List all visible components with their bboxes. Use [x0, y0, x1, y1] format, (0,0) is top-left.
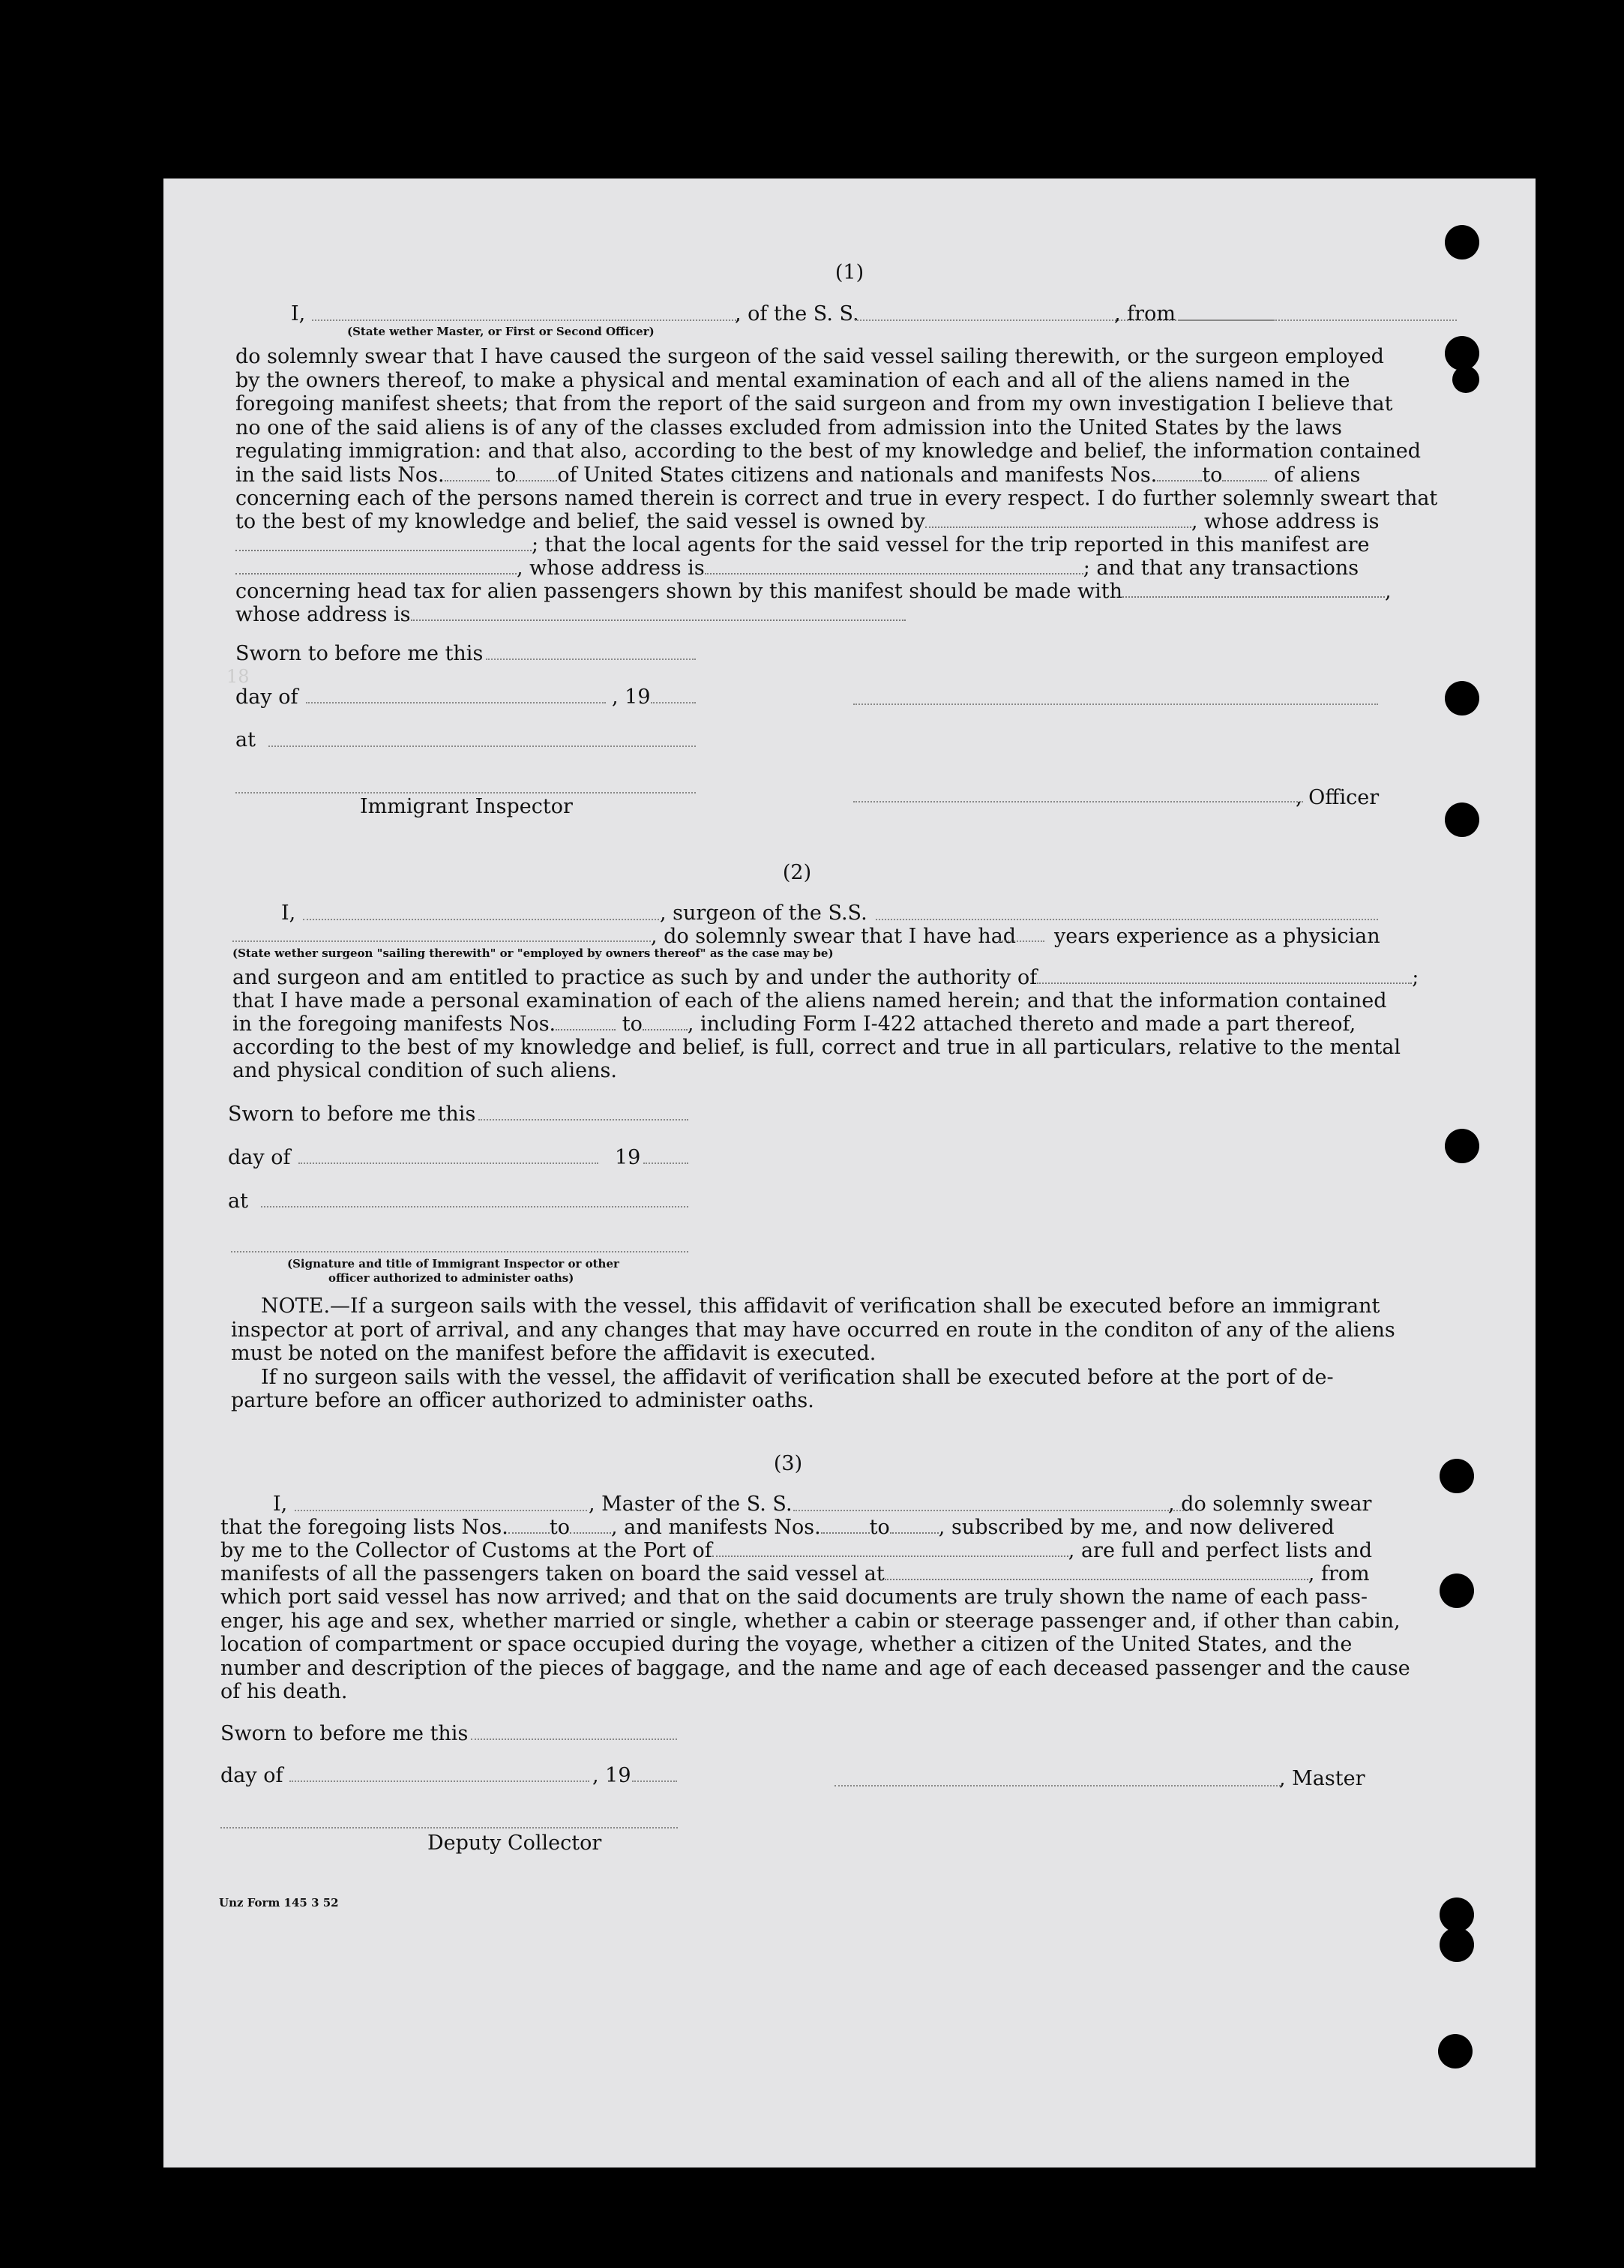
s3-month-field[interactable] — [289, 1780, 589, 1782]
punch-hole — [1440, 1928, 1474, 1962]
punch-hole — [1438, 2034, 1473, 2068]
section-1-number: (1) — [834, 261, 864, 284]
s2-swear-label: , do solemnly swear that I have had — [651, 925, 1017, 948]
s1-month-field[interactable] — [306, 702, 606, 704]
punch-hole — [1440, 1459, 1474, 1493]
s1-owned-line: to the best of my knowledge and belief, the said vessel is owned by , whose address is — [235, 510, 1380, 533]
s2-signature-note-1: (Signature and title of Immigrant Inspector or other — [287, 1257, 619, 1270]
s3-sworn-day-field[interactable] — [471, 1738, 677, 1740]
s3-oath-paragraph: which port said vessel has now arrived; and that on the said documents are truly shown the name of each pass- enger, his age and sex, whether married or single, whether a cabin or steerage passenger and, if other than cabin, location of compartment or space occupied during the voyage, whether a citizen of the United States, and the number and description of the pieces of baggage, and the name and age of each deceased passenger and the cause of his death. — [220, 1586, 1410, 1703]
punch-hole — [1445, 1129, 1479, 1163]
s3-master-signature-field[interactable] — [834, 1785, 1281, 1786]
s1-from-label: , from — [1114, 302, 1176, 326]
s2-sworn-day-field[interactable] — [478, 1119, 688, 1120]
s3-master-label: , Master — [1279, 1767, 1365, 1790]
s1-head-tax-line: concerning head tax for alien passengers shown by this manifest should be made with , — [235, 580, 1392, 603]
section-2-number: (2) — [782, 861, 812, 884]
s1-of-ss-label: , of the S. S. — [735, 302, 859, 326]
s2-year-label: 19 — [615, 1146, 641, 1169]
s1-i-prefix: I, — [291, 302, 306, 326]
s1-whose-address-line: whose address is — [235, 603, 906, 627]
s3-lists-line: that the foregoing lists Nos. to , and manifests Nos. to , subscribed by me, and now delivered — [220, 1516, 1335, 1539]
s1-oath-paragraph: do solemnly swear that I have caused the surgeon of the said vessel sailing therewith, or the surgeon employed by the owners thereof, to make a physical and mental examination of each and all of the aliens named in the foregoing manifest sheets; that from the report of the said surgeon and from my own investigation I believe that no one of the said aliens is of any of the classes excluded from admission into the United States by the laws regulating immigration: and that also, according to the best of my knowledge and belief, the information contained — [235, 345, 1422, 463]
s2-surgeon-type-field[interactable] — [232, 940, 651, 942]
s1-at-place-field[interactable] — [268, 746, 696, 747]
s3-master-name-field[interactable] — [295, 1510, 587, 1511]
s1-agents-address-line: , whose address is ; and that any transactions — [235, 556, 1359, 580]
s1-officer-title-field[interactable] — [853, 801, 1303, 802]
s3-master-of-label: , Master of the S. S. — [589, 1492, 793, 1516]
punch-hole — [1445, 802, 1479, 837]
s3-year-label: , 19 — [592, 1764, 631, 1787]
punch-hole — [1452, 366, 1479, 393]
s1-officer-name-field[interactable] — [312, 320, 739, 321]
punch-hole — [1445, 681, 1479, 716]
s2-at-label: at — [228, 1190, 248, 1213]
s2-signature-note-2: officer authorized to administer oaths) — [328, 1271, 574, 1285]
s2-authority-line: and surgeon and am entitled to practice as such by and under the authority of ; — [232, 966, 1419, 989]
s2-at-place-field[interactable] — [261, 1206, 688, 1208]
s1-year-field[interactable] — [651, 702, 696, 704]
s2-day-of-label: day of — [228, 1146, 291, 1169]
punch-hole — [1440, 1574, 1474, 1608]
punch-hole — [1445, 225, 1479, 260]
s3-day-of-label: day of — [220, 1764, 283, 1787]
s1-inspector-label: Immigrant Inspector — [360, 795, 573, 818]
s3-year-field[interactable] — [632, 1780, 677, 1782]
s2-line-4: according to the best of my knowledge and belief, is full, correct and true in all particulars, relative to the mental — [232, 1036, 1401, 1059]
s1-lists-line: in the said lists Nos. to of United States citizens and nationals and manifests Nos. to of aliens — [235, 464, 1361, 487]
s1-agents-line: ; that the local agents for the said vessel for the trip reported in this manifest are — [235, 533, 1369, 557]
s2-surgeon-of-label: , surgeon of the S.S. — [660, 902, 867, 925]
form-id: Unz Form 145 3 52 — [219, 1896, 339, 1910]
s1-sworn-label: Sworn to before me this — [235, 642, 484, 665]
s2-year-field[interactable] — [643, 1162, 688, 1164]
s1-officer-signature-field[interactable] — [853, 704, 1378, 705]
s2-surgeon-name-field[interactable] — [303, 919, 659, 920]
s1-line-7: concerning each of the persons named therein is correct and true in every respect. I do further solemnly sweart that — [235, 487, 1438, 510]
s1-stamp-mark: 18 — [226, 666, 250, 687]
s1-officer-label: , Officer — [1296, 786, 1380, 809]
s1-from-port-field[interactable] — [1179, 320, 1457, 321]
s3-vessel-name-field[interactable] — [793, 1510, 1187, 1511]
s2-sworn-label: Sworn to before me this — [228, 1102, 476, 1126]
punch-hole — [1445, 336, 1479, 370]
s1-at-label: at — [235, 728, 256, 752]
s2-month-field[interactable] — [298, 1162, 598, 1164]
s1-sworn-day-field[interactable] — [486, 658, 696, 660]
s2-vessel-name-field[interactable] — [876, 919, 1378, 920]
s2-manifests-line: in the foregoing manifests Nos. to , including Form I-422 attached thereto and made a part thereof, — [232, 1012, 1356, 1036]
s1-day-of-label: day of — [235, 686, 298, 709]
s2-surgeon-note: (State wether surgeon "sailing therewith" or "employed by owners thereof" as the case may be) — [232, 946, 834, 960]
s1-year-label: , 19 — [612, 686, 651, 709]
s2-line-5: and physical condition of such aliens. — [232, 1059, 617, 1082]
s2-i-prefix: I, — [281, 902, 296, 925]
s3-sworn-label: Sworn to before me this — [220, 1722, 469, 1745]
section-3-number: (3) — [773, 1452, 803, 1475]
s3-swear-label: , do solemnly swear — [1168, 1492, 1372, 1516]
manifest-form-page — [163, 178, 1536, 2168]
s2-years-field[interactable] — [999, 940, 1044, 942]
s1-officer-note: (State wether Master, or First or Second Officer) — [347, 325, 655, 338]
s3-taken-on-line: manifests of all the passengers taken on board the said vessel at , from — [220, 1562, 1370, 1586]
s3-i-prefix: I, — [273, 1492, 288, 1516]
s3-deputy-label: Deputy Collector — [427, 1832, 602, 1855]
s2-line-2: that I have made a personal examination of each of the aliens named herein; and that the information contained — [232, 989, 1387, 1012]
s2-years-label: years experience as a physician — [1054, 925, 1380, 948]
s3-port-line: by me to the Collector of Customs at the Port of , are full and perfect lists and — [220, 1539, 1372, 1562]
s2-note-paragraph: NOTE.—If a surgeon sails with the vessel, this affidavit of verification shall be executed before an immigrant inspector at port of arrival, and any changes that may have occurred en route in the conditon of any of the aliens must be noted on the manifest before the affidavit is executed. If no surgeon sails with the vessel, the affidavit of verification shall be executed before at the port of de- parture before an officer authorized to administer oaths. — [231, 1294, 1395, 1412]
s3-deputy-signature-field[interactable] — [220, 1827, 678, 1828]
s2-signature-field[interactable] — [231, 1251, 688, 1252]
s1-inspector-signature-field[interactable] — [235, 792, 696, 794]
